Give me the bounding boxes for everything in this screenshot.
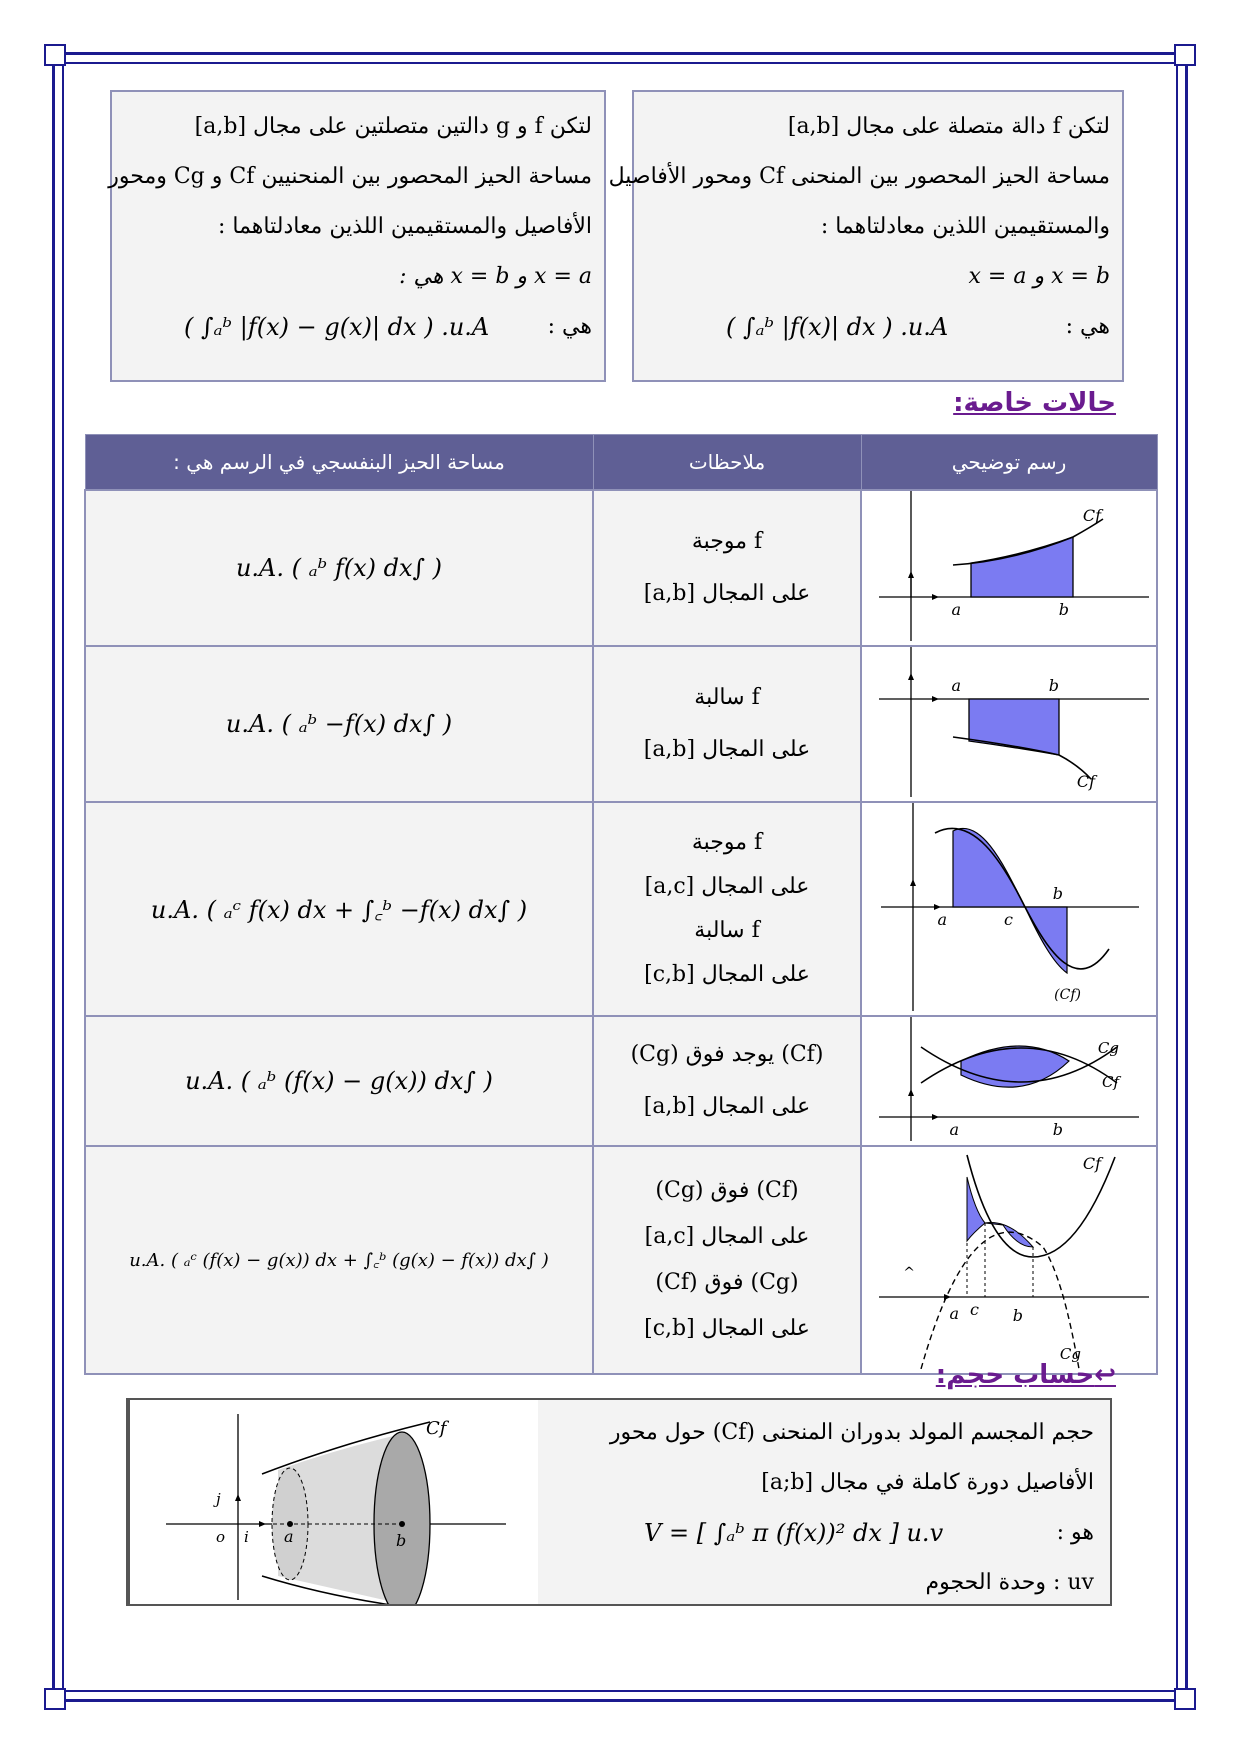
note-cell — [593, 646, 861, 802]
volume-figure-cell — [128, 1400, 538, 1604]
area-formula: ( ∫ₐᵇ |f(x)| dx ) .u.A — [726, 313, 949, 341]
axis-label: o — [216, 1528, 226, 1546]
volume-heading — [936, 1360, 1116, 1390]
frame-corner — [44, 44, 66, 66]
volume-line: حجم المجسم المولد بدوران المنحنى (Cf) حول محور — [609, 1420, 1094, 1445]
note-text: (Cg) فوق (Cf) — [655, 1270, 799, 1295]
table-row — [85, 490, 1157, 646]
curve-label: Cf — [426, 1418, 447, 1439]
figure-cell — [861, 1146, 1157, 1374]
negative-function-figure — [863, 647, 1155, 797]
box-line: لتكن f دالة متصلة على مجال [a,b] — [787, 114, 1110, 139]
volume-line: الأفاصيل دورة كاملة في مجال [a;b] — [761, 1470, 1094, 1495]
box-label: هي : — [1065, 314, 1110, 339]
axis-label: b — [1052, 1120, 1063, 1139]
area-formula: ( ∫ₐᵇ (f(x) − g(x)) dx ) .u.A — [185, 1067, 493, 1095]
curve-label: (Cf) — [1054, 987, 1081, 1003]
table-row — [85, 1146, 1157, 1374]
box-line: لتكن f و g دالتين متصلتين على مجال [a,b] — [194, 114, 592, 139]
axis-label: c — [970, 1300, 979, 1319]
volume-unit: uv : وحدة الحجوم — [925, 1570, 1094, 1595]
table-row — [85, 802, 1157, 1016]
area-formula: ( ∫ₐᶜ f(x) dx + ∫꜀ᵇ −f(x) dx ) .u.A — [150, 895, 528, 924]
box-line: x = a و x = b هي : — [399, 264, 592, 289]
curve-label: Cf — [1082, 506, 1101, 525]
area-cell — [85, 1146, 593, 1374]
note-text: (Cf) يوجد فوق (Cg) — [630, 1042, 824, 1067]
special-cases-heading: حالات خاصة: — [953, 388, 1116, 418]
note-cell — [593, 1146, 861, 1374]
axis-label: a — [284, 1527, 294, 1546]
note-cell — [593, 1016, 861, 1146]
axis-label: a — [949, 1304, 959, 1323]
arrow-icon: ↩ — [1094, 1360, 1116, 1390]
volume-label: هو : — [1056, 1520, 1094, 1545]
volume-box — [126, 1398, 1112, 1606]
svg-text:^: ^ — [903, 1265, 915, 1281]
curve-label: Cg — [1097, 1039, 1119, 1057]
box-line: مساحة الحيز المحصور بين المنحنيين Cf و Cg ومحور — [108, 164, 592, 189]
special-cases-table — [84, 434, 1158, 1375]
area-cell — [85, 802, 593, 1016]
axis-label: a — [951, 676, 961, 695]
axis-label: i — [244, 1528, 249, 1546]
box-line: الأفاصيل والمستقيمين اللذين معادلتاهما : — [217, 214, 592, 239]
axis-label: j — [216, 1490, 221, 1508]
note-text: على المجال [a,c] — [644, 1224, 810, 1249]
axis-label: a — [949, 1120, 959, 1139]
volume-text — [538, 1400, 1110, 1604]
axis-label: a — [951, 600, 961, 619]
two-function-area-box — [110, 90, 606, 382]
table-row — [85, 1016, 1157, 1146]
note-text: على المجال [c,b] — [644, 1316, 810, 1341]
figure-cell — [861, 646, 1157, 802]
axis-label: c — [1004, 910, 1013, 929]
figure-cell — [861, 490, 1157, 646]
solid-of-revolution-figure — [130, 1400, 534, 1604]
positive-function-figure — [863, 491, 1155, 641]
axis-label: a — [937, 910, 947, 929]
note-text: على المجال [a,b] — [643, 581, 811, 606]
figure-cell — [861, 1016, 1157, 1146]
note-text: على المجال [a,b] — [643, 737, 811, 762]
sign-change-figure — [863, 803, 1155, 1011]
two-curves-figure — [863, 1017, 1155, 1141]
volume-formula: V = [ ∫ₐᵇ π (f(x))² dx ] u.v — [644, 1519, 944, 1547]
column-header: ملاحظات — [593, 435, 861, 491]
area-formula: ( ∫ₐᶜ (f(x) − g(x)) dx + ∫꜀ᵇ (g(x) − f(x)) dx ) .u.A — [129, 1250, 549, 1271]
box-line: مساحة الحيز المحصور بين المنحنى Cf ومحور الأفاصيل — [608, 164, 1110, 189]
box-line: والمستقيمين اللذين معادلتاهما : — [820, 214, 1110, 239]
column-header: رسم توضيحي — [861, 435, 1157, 491]
box-label: هي : — [547, 314, 592, 339]
area-formula: ( ∫ₐᵇ f(x) dx ) .u.A — [235, 554, 443, 582]
curve-label: Cf — [1101, 1073, 1119, 1091]
axis-label: b — [1048, 676, 1059, 695]
crossing-curves-figure — [863, 1147, 1155, 1369]
volume-heading-text: حساب حجم: — [935, 1360, 1095, 1390]
axis-label: b — [396, 1531, 407, 1550]
note-text: f موجبة — [691, 529, 763, 554]
note-text: على المجال [c,b] — [644, 962, 810, 987]
figure-cell — [861, 802, 1157, 1016]
column-header: مساحة الحيز البنفسجي في الرسم هي : — [85, 435, 593, 491]
area-cell — [85, 490, 593, 646]
note-text: f موجبة — [691, 830, 763, 855]
area-cell — [85, 1016, 593, 1146]
curve-label: Cg — [1059, 1345, 1081, 1363]
axis-label: b — [1052, 884, 1063, 903]
note-cell — [593, 490, 861, 646]
frame-corner — [1174, 1688, 1196, 1710]
area-formula: ( ∫ₐᵇ −f(x) dx ) .u.A — [225, 710, 453, 738]
table-row — [85, 646, 1157, 802]
axis-label: b — [1012, 1306, 1023, 1325]
single-function-area-box — [608, 90, 1124, 382]
note-cell — [593, 802, 861, 1016]
note-text: f سالبة — [694, 685, 760, 710]
curve-label: Cf — [1082, 1154, 1101, 1173]
curve-label: Cf — [1076, 772, 1095, 791]
frame-corner — [1174, 44, 1196, 66]
area-formula: ( ∫ₐᵇ |f(x) − g(x)| dx ) .u.A — [184, 313, 490, 341]
box-line: x = b و x = a — [968, 264, 1110, 289]
note-text: f سالبة — [694, 918, 760, 943]
note-text: على المجال [a,b] — [643, 1094, 811, 1119]
note-text: على المجال [a,c] — [644, 874, 810, 899]
frame-corner — [44, 1688, 66, 1710]
axis-label: b — [1058, 600, 1069, 619]
note-text: (Cf) فوق (Cg) — [655, 1178, 799, 1203]
area-cell — [85, 646, 593, 802]
